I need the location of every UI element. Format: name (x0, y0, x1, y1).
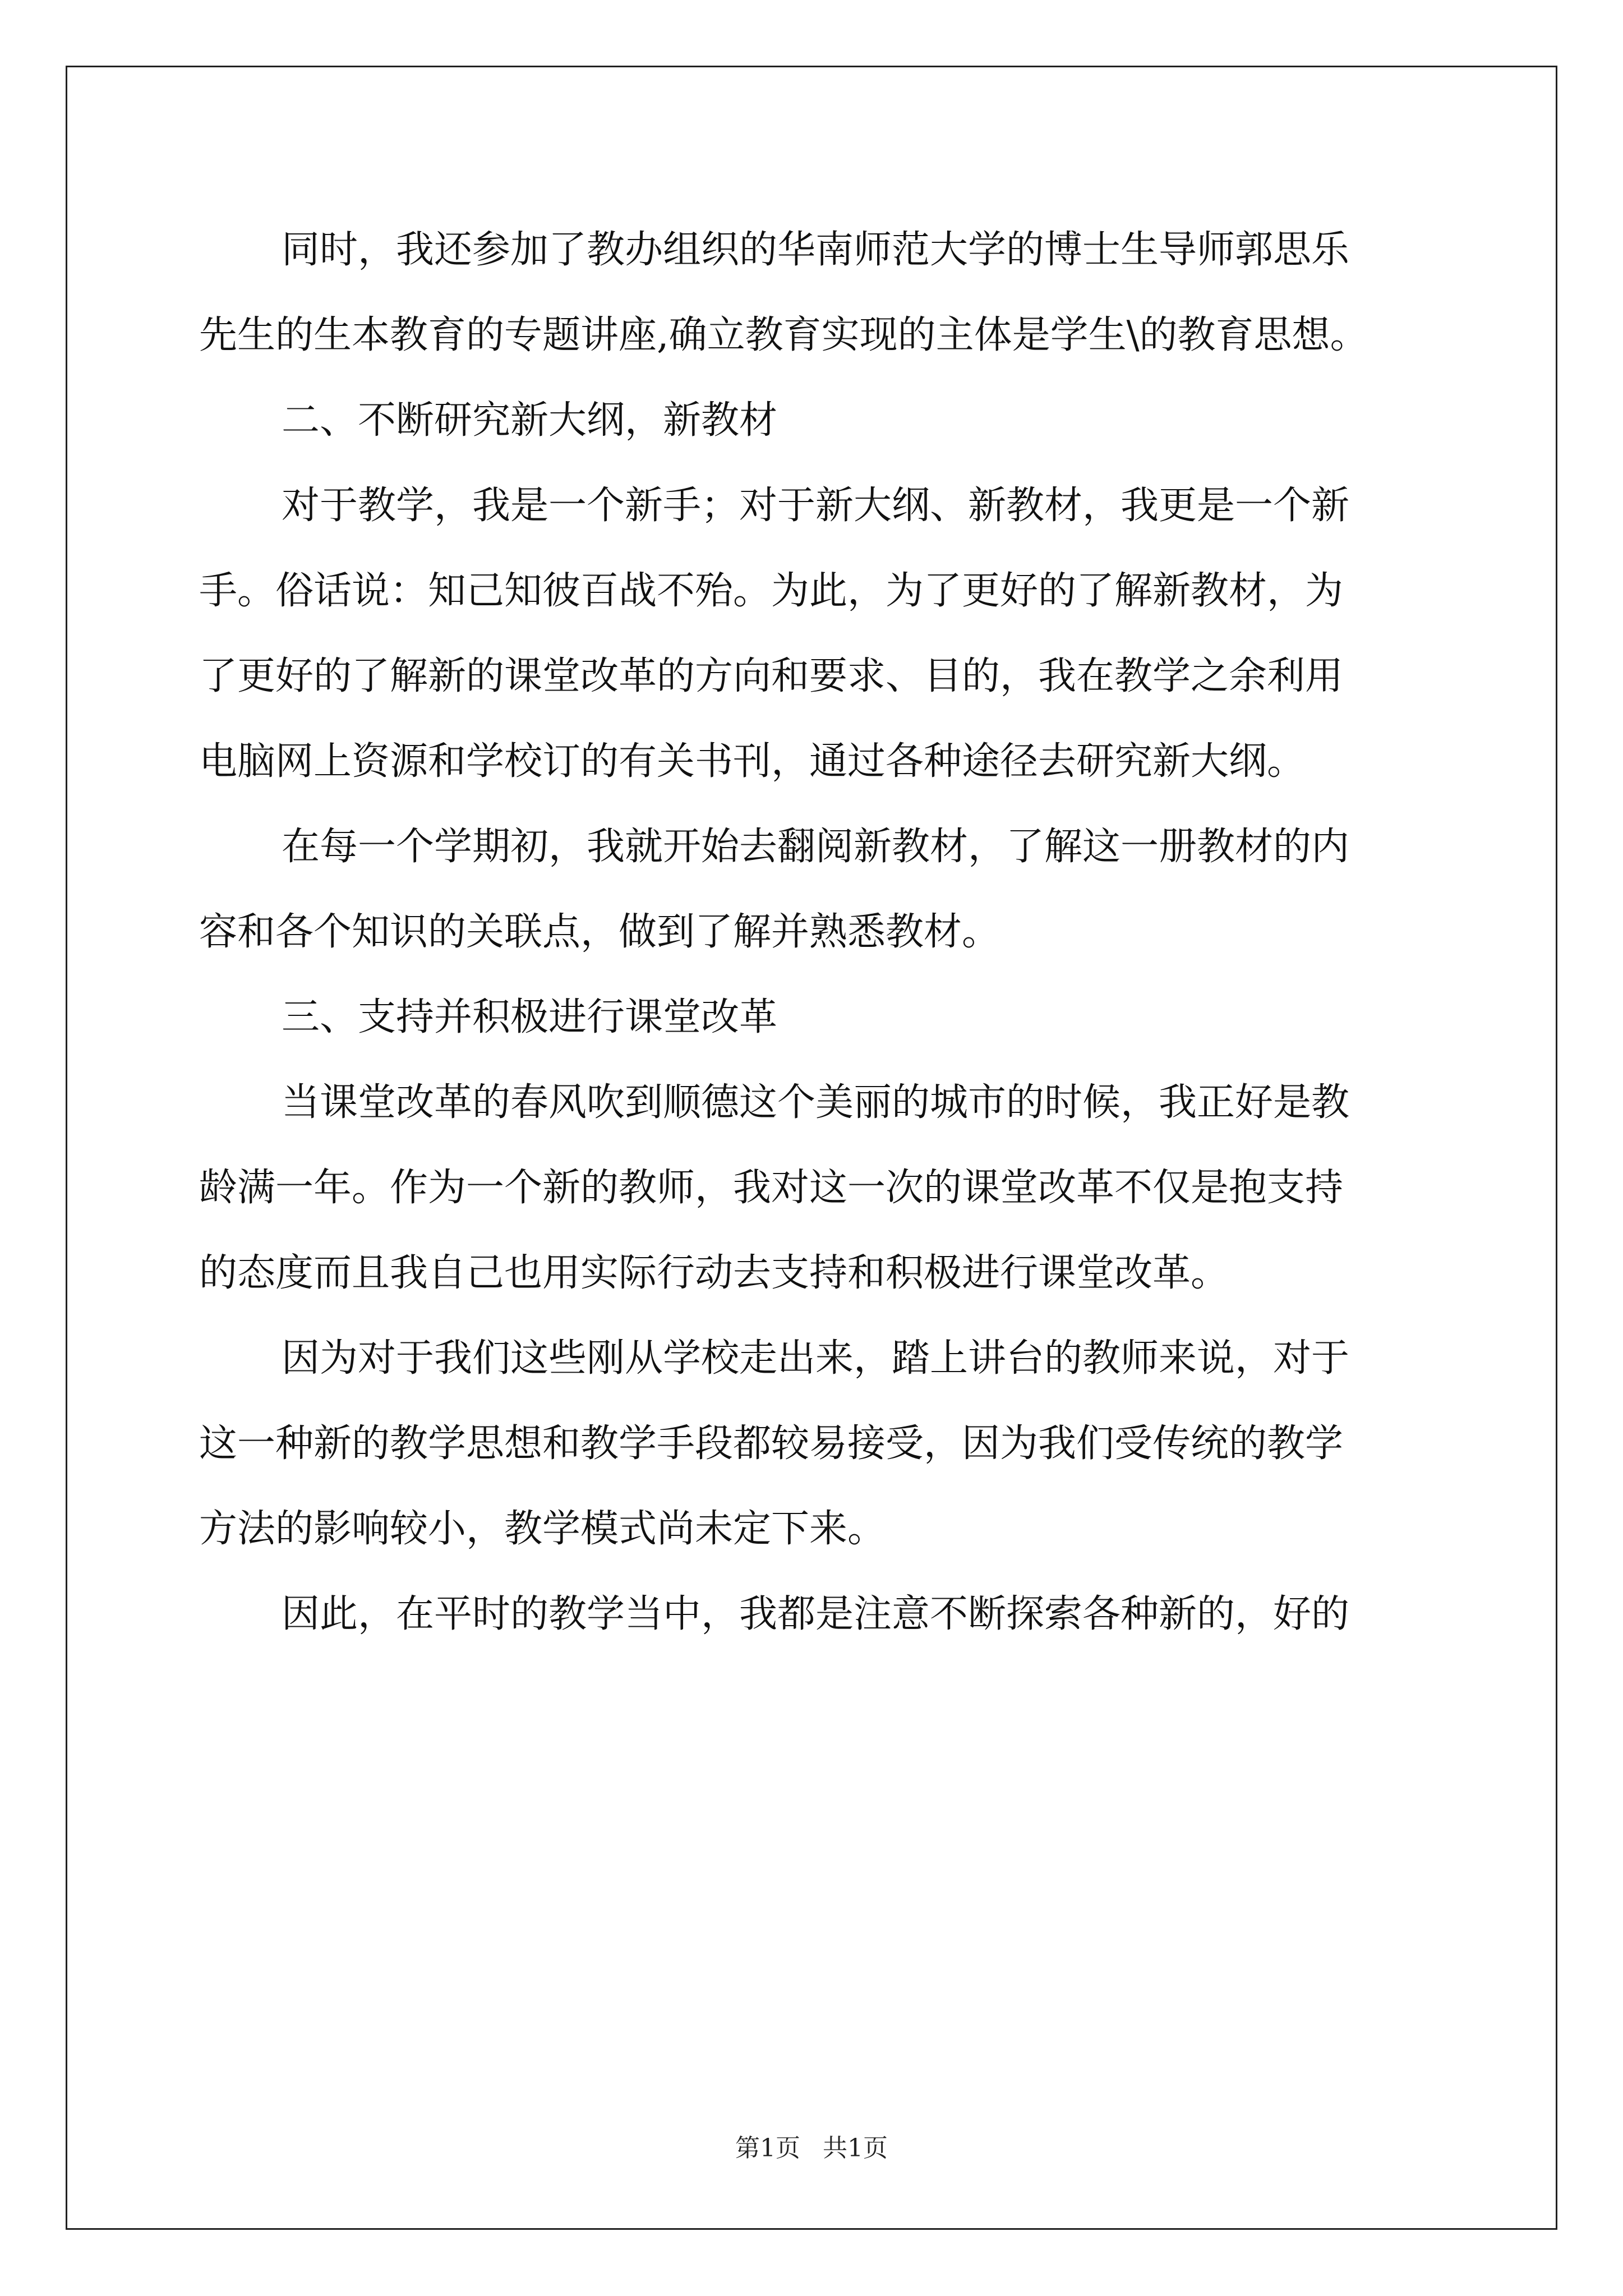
page-number: 第1页 (735, 2134, 800, 2162)
paragraph-line: 这一种新的教学思想和教学手段都较易接受，因为我们受传统的教学 (199, 1421, 1344, 1466)
paragraph-line: 对于教学，我是一个新手；对于新大纲、新教材，我更是一个新 (282, 484, 1350, 528)
paragraph-line: 先生的生本教育的专题讲座,确立教育实现的主体是学生\的教育思想。 (199, 313, 1368, 357)
paragraph-line: 容和各个知识的关联点，做到了解并熟悉教材。 (199, 910, 1000, 954)
paragraph-line: 了更好的了解新的课堂改革的方向和要求、目的，我在教学之余利用 (199, 654, 1344, 698)
paragraph-line: 当课堂改革的春风吹到顺德这个美丽的城市的时候，我正好是教 (282, 1080, 1350, 1125)
paragraph-line: 同时，我还参加了教办组织的华南师范大学的博士生导师郭思乐 (282, 228, 1350, 272)
paragraph-line: 在每一个学期初，我就开始去翻阅新教材，了解这一册教材的内 (282, 825, 1350, 869)
section-heading: 三、支持并积极进行课堂改革 (282, 995, 778, 1039)
paragraph-line: 电脑网上资源和学校订的有关书刊，通过各种途径去研究新大纲。 (199, 739, 1306, 784)
section-heading: 二、不断研究新大纲，新教材 (282, 398, 778, 443)
paragraph-line: 因此，在平时的教学当中，我都是注意不断探索各种新的，好的 (282, 1592, 1350, 1636)
paragraph-line: 因为对于我们这些刚从学校走出来，踏上讲台的教师来说，对于 (282, 1336, 1350, 1381)
page-footer (0, 2132, 1623, 2165)
paragraph-line: 方法的影响较小，教学模式尚未定下来。 (199, 1507, 886, 1551)
page-total: 共1页 (823, 2134, 888, 2162)
paragraph-line: 的态度而且我自己也用实际行动去支持和积极进行课堂改革。 (199, 1251, 1229, 1295)
paragraph-line: 手。俗话说：知己知彼百战不殆。为此，为了更好的了解新教材，为 (199, 569, 1344, 613)
document-body (199, 208, 1467, 1657)
paragraph-line: 龄满一年。作为一个新的教师，我对这一次的课堂改革不仅是抱支持 (199, 1166, 1344, 1210)
